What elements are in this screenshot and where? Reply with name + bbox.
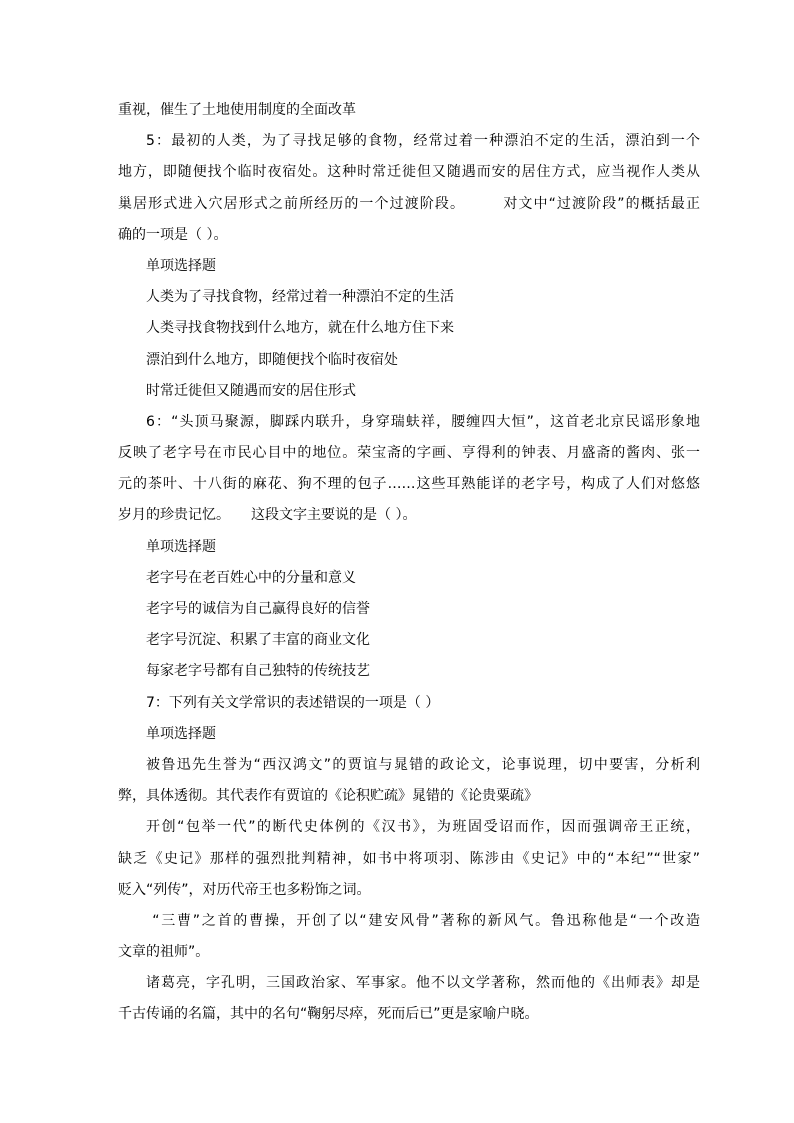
- text-line: 重视，催生了土地使用制度的全面改革: [118, 102, 356, 118]
- paragraph: [118, 282, 700, 313]
- paragraph: [118, 750, 700, 812]
- text-line: 元的茶叶、十八街的麻花、狗不理的包子……这些耳熟能详的老字号，构成了人们对悠悠: [118, 476, 700, 493]
- paragraph: [118, 594, 700, 625]
- paragraph: [118, 126, 700, 251]
- paragraph: [118, 563, 700, 594]
- paragraph: [118, 251, 700, 282]
- text-line: 巢居形式进入穴居形式之前所经历的一个过渡阶段。 对文中“过渡阶段”的概括最正: [118, 195, 700, 212]
- text-line: 诸葛亮，字孔明，三国政治家、军事家。他不以文学著称，然而他的《出师表》却是: [146, 975, 700, 992]
- text-line: 弊，具体透彻。其代表作有贾谊的《论积贮疏》晁错的《论贵粟疏》: [118, 788, 538, 805]
- paragraph: [118, 376, 700, 407]
- paragraph: [118, 906, 700, 968]
- text-line: 时常迁徙但又随遇而安的居住形式: [146, 382, 356, 399]
- paragraph: [118, 719, 700, 750]
- text-line: 漂泊到什么地方，即随便找个临时夜宿处: [146, 351, 398, 368]
- text-line: 老字号在老百姓心中的分量和意义: [146, 569, 356, 586]
- text-line: 确的一项是（ ）。: [118, 226, 228, 243]
- text-line: 单项选择题: [146, 725, 216, 742]
- text-line: 文章的祖师”。: [118, 944, 210, 961]
- text-line: 老字号的诚信为自己赢得良好的信誉: [146, 601, 370, 617]
- document-page: [118, 95, 700, 1031]
- paragraph: [118, 688, 700, 719]
- text-line: 被鲁迅先生誉为“西汉鸿文”的贾谊与晁错的政论文，论事说理，切中要害，分析利: [146, 756, 700, 773]
- text-line: 人类为了寻找食物，经常过着一种漂泊不定的生活: [146, 289, 454, 306]
- text-line: 岁月的珍贵记忆。 这段文字主要说的是（ ）。: [118, 507, 417, 524]
- text-line: 地方，即随便找个临时夜宿处。这种时常迁徙但又随遇而安的居住方式，应当视作人类从: [118, 164, 700, 181]
- text-line: 6：“头顶马聚源，脚踩内联升，身穿瑞蚨祥，腰缠四大恒”，这首老北京民谣形象地: [146, 413, 700, 430]
- text-line: 7：下列有关文学常识的表述错误的一项是（ ）: [146, 694, 440, 711]
- text-line: 缺乏《史记》那样的强烈批判精神，如书中将项羽、陈涉由《史记》中的“本纪”“世家”: [118, 850, 700, 867]
- paragraph: [118, 968, 700, 1030]
- paragraph: [118, 656, 700, 687]
- text-line: “三曹”之首的曹操，开创了以“建安风骨”著称的新风气。鲁迅称他是“一个改造: [146, 912, 700, 929]
- paragraph: [118, 625, 700, 656]
- paragraph: [118, 345, 700, 376]
- paragraph: [118, 313, 700, 344]
- paragraph: [118, 812, 700, 906]
- text-line: 贬入“列传”，对历代帝王也多粉饰之词。: [118, 881, 371, 898]
- text-line: 单项选择题: [146, 538, 216, 555]
- text-line: 每家老字号都有自己独特的传统技艺: [146, 663, 370, 680]
- text-line: 老字号沉淀、积累了丰富的商业文化: [146, 632, 370, 649]
- text-line: 开创“包举一代”的断代史体例的《汉书》，为班固受诏而作，因而强调帝王正统，: [146, 819, 700, 836]
- text-line: 人类寻找食物找到什么地方，就在什么地方住下来: [146, 320, 454, 337]
- paragraph: [118, 95, 700, 126]
- text-line: 单项选择题: [146, 257, 216, 274]
- paragraph: [118, 407, 700, 532]
- paragraph: [118, 532, 700, 563]
- text-line: 千古传诵的名篇，其中的名句“鞠躬尽瘁，死而后已”更是家喻户晓。: [118, 1006, 539, 1023]
- text-line: 5：最初的人类，为了寻找足够的食物，经常过着一种漂泊不定的生活，漂泊到一个: [146, 133, 700, 150]
- text-line: 反映了老字号在市民心目中的地位。荣宝斋的字画、亨得利的钟表、月盛斋的酱肉、张一: [118, 445, 700, 462]
